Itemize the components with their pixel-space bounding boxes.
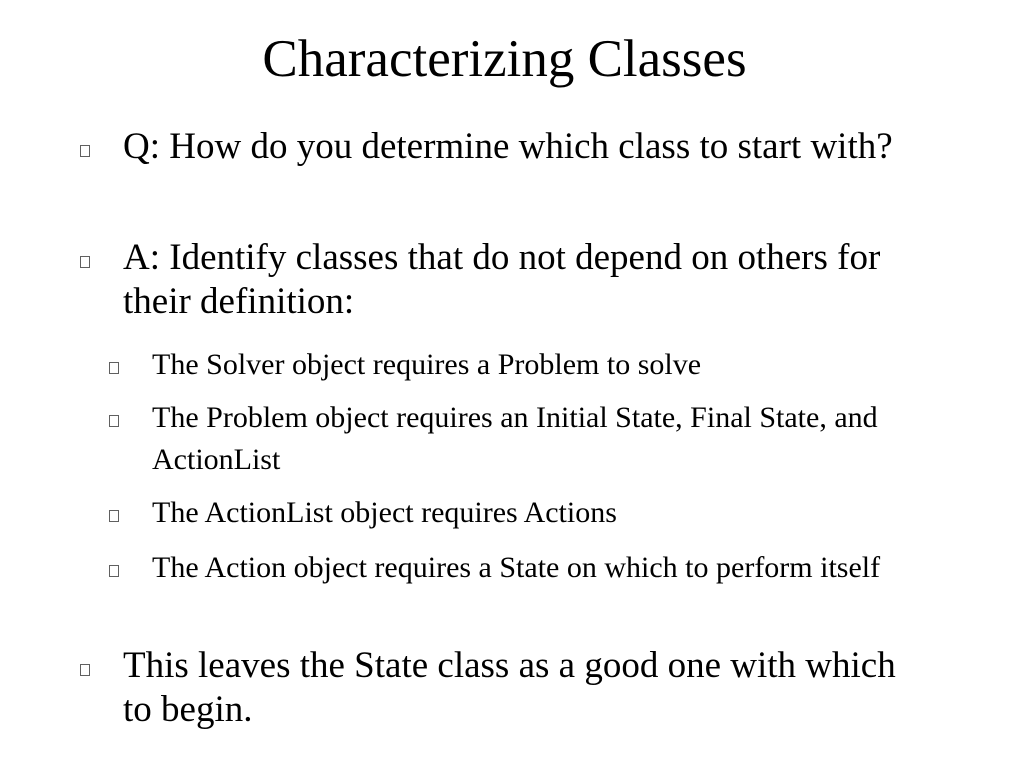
- bullet-question: [80, 125, 910, 169]
- sub-bullet-text: The ActionList object requires Actions: [152, 496, 617, 529]
- bullet-marker-icon: [80, 664, 90, 676]
- bullet-text: Q: How do you determine which class to start with?: [123, 126, 893, 167]
- sub-bullet-solver: [109, 344, 889, 386]
- sub-bullet-marker-icon: [109, 415, 119, 427]
- sub-bullet-marker-icon: [109, 362, 119, 374]
- bullet-text: A: Identify classes that do not depend on others for their definition:: [123, 237, 881, 322]
- bullet-marker-icon: [80, 256, 90, 268]
- bullet-conclusion: [80, 644, 910, 732]
- sub-bullet-actionlist: [109, 492, 889, 534]
- sub-bullet-marker-icon: [109, 510, 119, 522]
- bullet-marker-icon: [80, 145, 90, 157]
- sub-bullet-marker-icon: [109, 565, 119, 577]
- sub-bullet-text: The Solver object requires a Problem to solve: [152, 348, 702, 381]
- slide-title: Characterizing Classes: [262, 30, 747, 88]
- bullet-text: This leaves the State class as a good one with which to begin.: [123, 645, 896, 730]
- sub-bullet-text: The Problem object requires an Initial State, Final State, and ActionList: [152, 401, 878, 476]
- sub-bullet-action: [109, 547, 889, 589]
- bullet-answer: [80, 236, 910, 324]
- sub-bullet-text: The Action object requires a State on which to perform itself: [152, 551, 881, 584]
- sub-bullet-problem: [109, 397, 889, 481]
